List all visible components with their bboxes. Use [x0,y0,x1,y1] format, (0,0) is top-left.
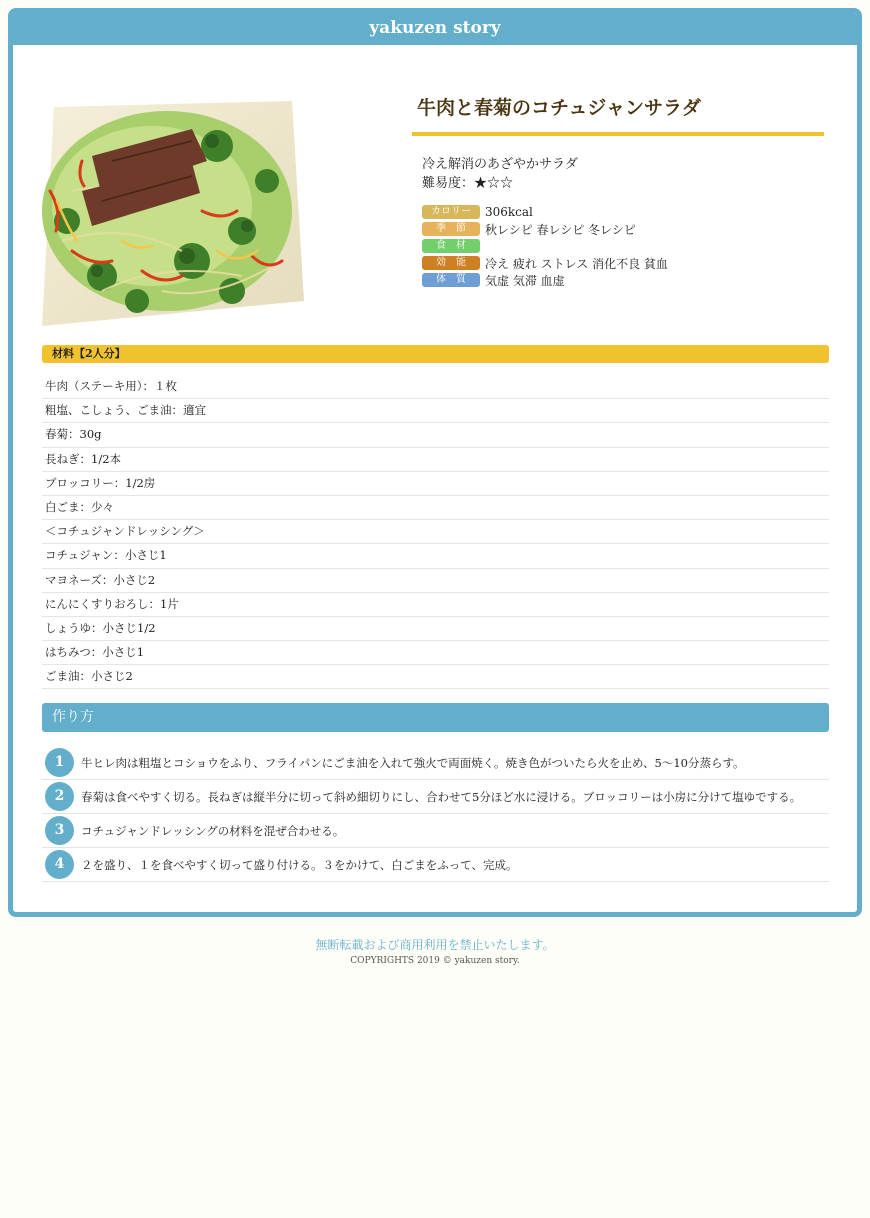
step-item [42,848,829,882]
ingredient-item: コチュジャン：小さじ1 [42,544,829,568]
recipe-subtitle: 冷え解消のあざやかサラダ [422,157,578,172]
ingredients-heading: 材料【2人分】 [42,345,829,363]
ingredient-item: 春菊：30g [42,423,829,447]
constitution-tag: 体 質 [422,273,480,287]
site-title[interactable]: yakuzen story [13,13,857,45]
constitution-value[interactable]: 気虚 気滞 血虚 [485,273,565,288]
step-text: 牛ヒレ肉は粗塩とコショウをふり、フライパンにごま油を入れて強火で両面焼く。焼き色がついたら火を止め、5〜10分蒸らす。 [81,755,745,770]
recipe-description [422,155,578,193]
copyright: COPYRIGHTS 2019 © yakuzen story. [350,956,520,966]
ingredient-item: ブロッコリー：1/2房 [42,472,829,496]
step-number-badge: 1 [45,748,74,777]
calorie-value: 306kcal [485,205,533,219]
usage-notice: 無断転載および商用利用を禁止いたします。 [315,938,555,952]
ingredient-item: 牛肉（ステーキ用）：１枚 [42,375,829,399]
season-tag: 季 節 [422,222,480,236]
tag-row-calorie [422,204,668,220]
step-item [42,814,829,848]
ingredient-item: マヨネーズ：小さじ2 [42,569,829,593]
ingredient-item: 白ごま：少々 [42,496,829,520]
recipe-card [8,8,862,917]
step-text: 春菊は食べやすく切る。長ねぎは縦半分に切って斜め細切りにし、合わせて5分ほど水に浸ける。ブロッコリーは小房に分けて塩ゆでする。 [81,789,802,804]
title-underline [412,132,824,136]
ingredient-tag: 食 材 [422,239,480,253]
step-item [42,780,829,814]
season-value[interactable]: 秋レシピ 春レシピ 冬レシピ [485,222,636,237]
ingredient-list [42,375,829,689]
step-list [42,746,829,882]
step-number-badge: 4 [45,850,74,879]
tag-row-ingredient [422,238,668,254]
ingredient-item: 長ねぎ：1/2本 [42,448,829,472]
recipe-tags [422,204,668,289]
recipe-photo [42,101,304,326]
calorie-tag: カロリー [422,205,480,219]
tag-row-season [422,221,668,237]
recipe-title: 牛肉と春菊のコチュジャンサラダ [417,97,701,119]
tag-row-constitution [422,272,668,288]
ingredient-item: にんにくすりおろし：1片 [42,593,829,617]
effect-value[interactable]: 冷え 疲れ ストレス 消化不良 貧血 [485,256,668,271]
tag-row-effect [422,255,668,271]
effect-tag: 効 能 [422,256,480,270]
ingredient-item: はちみつ：小さじ1 [42,641,829,665]
steps-heading: 作り方 [42,703,829,732]
step-number-badge: 2 [45,782,74,811]
ingredient-item: ごま油：小さじ2 [42,665,829,689]
ingredient-item: 粗塩、こしょう、ごま油：適宜 [42,399,829,423]
ingredient-item: ＜コチュジャンドレッシング＞ [42,520,829,544]
step-item [42,746,829,780]
step-text: ２を盛り、１を食べやすく切って盛り付ける。３をかけて、白ごまをふって、完成。 [81,857,518,872]
ingredient-item: しょうゆ：小さじ1/2 [42,617,829,641]
step-number-badge: 3 [45,816,74,845]
difficulty-rating: 難易度：★☆☆ [422,176,514,191]
step-text: コチュジャンドレッシングの材料を混ぜ合わせる。 [81,823,345,838]
